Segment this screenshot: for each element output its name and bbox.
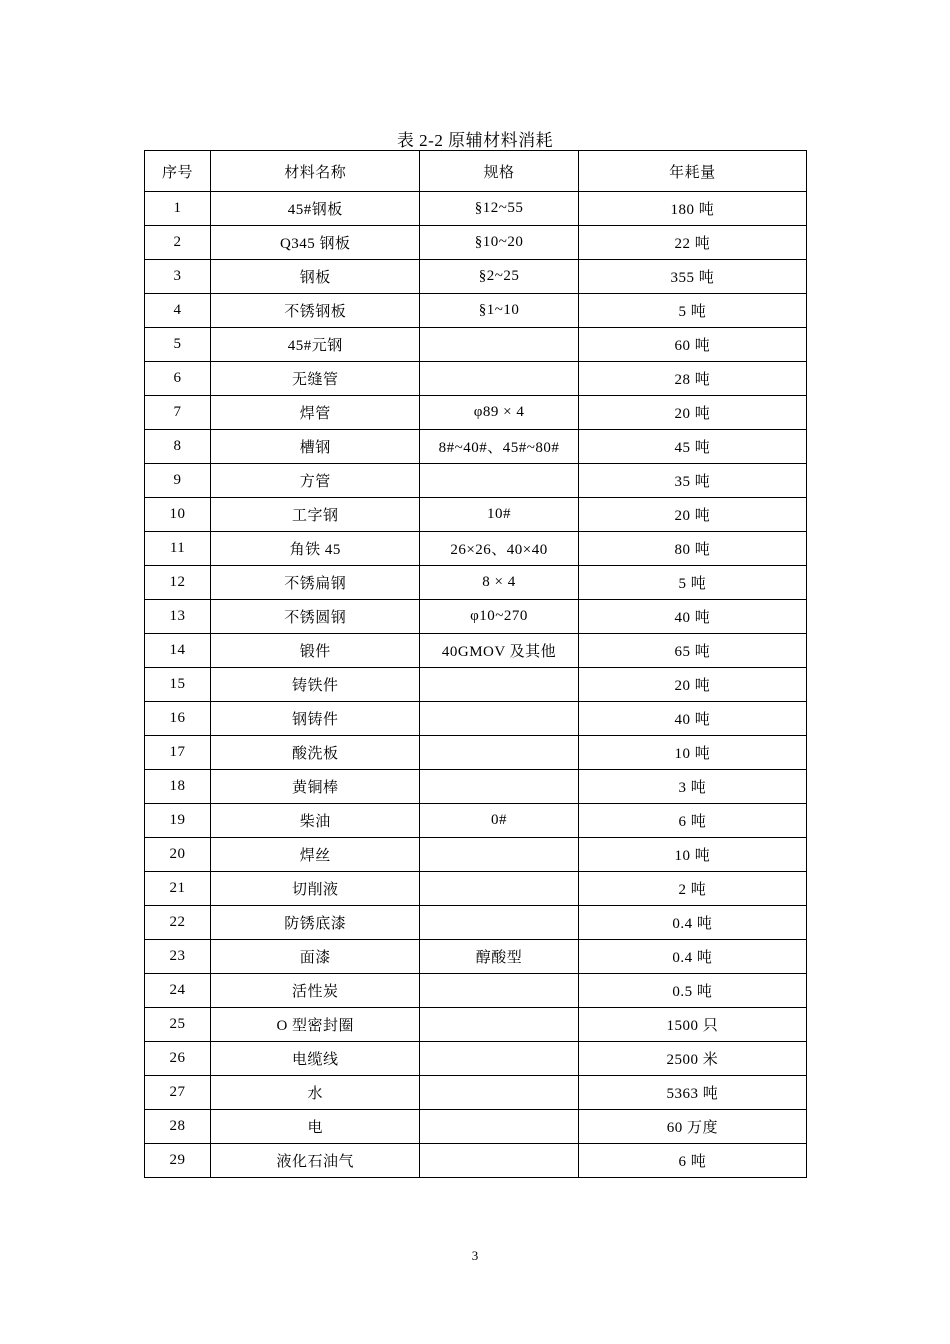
cell-name: 防锈底漆 — [211, 906, 420, 940]
cell-name: 钢铸件 — [211, 702, 420, 736]
cell-spec — [420, 838, 578, 872]
cell-qty: 45 吨 — [578, 430, 806, 464]
cell-qty: 10 吨 — [578, 736, 806, 770]
cell-spec — [420, 328, 578, 362]
table-row — [145, 804, 807, 838]
cell-spec: 0# — [420, 804, 578, 838]
cell-no: 18 — [145, 770, 211, 804]
table-row — [145, 328, 807, 362]
cell-spec: 26×26、40×40 — [420, 532, 578, 566]
cell-no: 17 — [145, 736, 211, 770]
cell-no: 16 — [145, 702, 211, 736]
header-spec: 规格 — [420, 151, 578, 192]
cell-no: 13 — [145, 600, 211, 634]
cell-no: 5 — [145, 328, 211, 362]
cell-no: 4 — [145, 294, 211, 328]
cell-no: 28 — [145, 1110, 211, 1144]
cell-spec: 10# — [420, 498, 578, 532]
cell-name: 方管 — [211, 464, 420, 498]
table-body — [145, 192, 807, 1178]
cell-name: 液化石油气 — [211, 1144, 420, 1178]
cell-qty: 35 吨 — [578, 464, 806, 498]
cell-no: 20 — [145, 838, 211, 872]
header-no: 序号 — [145, 151, 211, 192]
cell-name: 焊管 — [211, 396, 420, 430]
cell-spec: §12~55 — [420, 192, 578, 226]
cell-no: 8 — [145, 430, 211, 464]
cell-no: 23 — [145, 940, 211, 974]
cell-no: 25 — [145, 1008, 211, 1042]
table-row — [145, 600, 807, 634]
cell-qty: 6 吨 — [578, 1144, 806, 1178]
table-row — [145, 464, 807, 498]
cell-name: 角铁 45 — [211, 532, 420, 566]
cell-qty: 0.4 吨 — [578, 906, 806, 940]
cell-no: 10 — [145, 498, 211, 532]
cell-name: 焊丝 — [211, 838, 420, 872]
table-row — [145, 872, 807, 906]
table-row — [145, 770, 807, 804]
table-header — [145, 151, 807, 192]
cell-qty: 2500 米 — [578, 1042, 806, 1076]
table-row — [145, 362, 807, 396]
cell-name: 45#钢板 — [211, 192, 420, 226]
table-row — [145, 294, 807, 328]
cell-spec — [420, 1076, 578, 1110]
cell-spec: §2~25 — [420, 260, 578, 294]
cell-qty: 0.5 吨 — [578, 974, 806, 1008]
cell-no: 6 — [145, 362, 211, 396]
cell-name: 不锈扁钢 — [211, 566, 420, 600]
cell-spec — [420, 736, 578, 770]
cell-spec — [420, 770, 578, 804]
cell-qty: 80 吨 — [578, 532, 806, 566]
table-caption: 表 2-2 原辅材料消耗 — [396, 131, 554, 150]
header-qty: 年耗量 — [578, 151, 806, 192]
cell-name: 不锈钢板 — [211, 294, 420, 328]
cell-qty: 60 吨 — [578, 328, 806, 362]
table-row — [145, 940, 807, 974]
cell-spec — [420, 1042, 578, 1076]
cell-spec — [420, 1110, 578, 1144]
cell-spec — [420, 1144, 578, 1178]
cell-no: 14 — [145, 634, 211, 668]
table-row — [145, 396, 807, 430]
header-name: 材料名称 — [211, 151, 420, 192]
cell-spec: φ89 × 4 — [420, 396, 578, 430]
table-row — [145, 430, 807, 464]
cell-spec — [420, 974, 578, 1008]
cell-name: 无缝管 — [211, 362, 420, 396]
cell-spec — [420, 464, 578, 498]
cell-spec: §1~10 — [420, 294, 578, 328]
cell-spec: 8#~40#、45#~80# — [420, 430, 578, 464]
cell-no: 26 — [145, 1042, 211, 1076]
cell-qty: 10 吨 — [578, 838, 806, 872]
table-row — [145, 498, 807, 532]
cell-no: 19 — [145, 804, 211, 838]
cell-name: 电缆线 — [211, 1042, 420, 1076]
cell-spec: 8 × 4 — [420, 566, 578, 600]
cell-no: 12 — [145, 566, 211, 600]
cell-name: 铸铁件 — [211, 668, 420, 702]
cell-qty: 40 吨 — [578, 600, 806, 634]
table-row — [145, 1110, 807, 1144]
cell-spec — [420, 872, 578, 906]
cell-no: 1 — [145, 192, 211, 226]
cell-name: 电 — [211, 1110, 420, 1144]
cell-no: 15 — [145, 668, 211, 702]
table-row — [145, 226, 807, 260]
cell-no: 7 — [145, 396, 211, 430]
cell-qty: 355 吨 — [578, 260, 806, 294]
cell-name: 水 — [211, 1076, 420, 1110]
cell-no: 3 — [145, 260, 211, 294]
cell-no: 2 — [145, 226, 211, 260]
cell-qty: 5 吨 — [578, 566, 806, 600]
cell-name: 不锈圆钢 — [211, 600, 420, 634]
cell-qty: 3 吨 — [578, 770, 806, 804]
table-row — [145, 702, 807, 736]
cell-qty: 180 吨 — [578, 192, 806, 226]
cell-name: O 型密封圈 — [211, 1008, 420, 1042]
cell-name: 黄铜棒 — [211, 770, 420, 804]
cell-spec — [420, 702, 578, 736]
cell-qty: 28 吨 — [578, 362, 806, 396]
cell-spec: 醇酸型 — [420, 940, 578, 974]
cell-spec — [420, 362, 578, 396]
cell-no: 21 — [145, 872, 211, 906]
table-row — [145, 974, 807, 1008]
table-row — [145, 1008, 807, 1042]
cell-name: 活性炭 — [211, 974, 420, 1008]
cell-qty: 65 吨 — [578, 634, 806, 668]
cell-name: 45#元钢 — [211, 328, 420, 362]
table-row — [145, 736, 807, 770]
cell-qty: 40 吨 — [578, 702, 806, 736]
table-row — [145, 668, 807, 702]
table-row — [145, 838, 807, 872]
table-row — [145, 192, 807, 226]
table-row — [145, 532, 807, 566]
table-row — [145, 1042, 807, 1076]
cell-qty: 20 吨 — [578, 396, 806, 430]
cell-spec — [420, 1008, 578, 1042]
cell-qty: 5 吨 — [578, 294, 806, 328]
cell-name: 面漆 — [211, 940, 420, 974]
cell-no: 27 — [145, 1076, 211, 1110]
cell-no: 29 — [145, 1144, 211, 1178]
cell-spec: 40GMOV 及其他 — [420, 634, 578, 668]
table-row — [145, 1076, 807, 1110]
cell-spec — [420, 906, 578, 940]
table-row — [145, 634, 807, 668]
cell-name: Q345 钢板 — [211, 226, 420, 260]
cell-name: 酸洗板 — [211, 736, 420, 770]
cell-qty: 2 吨 — [578, 872, 806, 906]
cell-qty: 60 万度 — [578, 1110, 806, 1144]
cell-no: 11 — [145, 532, 211, 566]
page-number: 3 — [471, 1248, 479, 1263]
materials-consumption-table — [144, 150, 807, 1178]
cell-qty: 20 吨 — [578, 498, 806, 532]
cell-qty: 5363 吨 — [578, 1076, 806, 1110]
table-row — [145, 260, 807, 294]
table-row — [145, 906, 807, 940]
cell-no: 9 — [145, 464, 211, 498]
cell-qty: 0.4 吨 — [578, 940, 806, 974]
cell-name: 柴油 — [211, 804, 420, 838]
cell-qty: 20 吨 — [578, 668, 806, 702]
cell-name: 锻件 — [211, 634, 420, 668]
cell-spec: §10~20 — [420, 226, 578, 260]
header-row — [145, 151, 807, 192]
table-row — [145, 566, 807, 600]
cell-spec: φ10~270 — [420, 600, 578, 634]
cell-no: 24 — [145, 974, 211, 1008]
cell-name: 钢板 — [211, 260, 420, 294]
cell-spec — [420, 668, 578, 702]
cell-qty: 6 吨 — [578, 804, 806, 838]
table-row — [145, 1144, 807, 1178]
cell-name: 切削液 — [211, 872, 420, 906]
cell-name: 槽钢 — [211, 430, 420, 464]
cell-name: 工字钢 — [211, 498, 420, 532]
cell-qty: 1500 只 — [578, 1008, 806, 1042]
cell-qty: 22 吨 — [578, 226, 806, 260]
cell-no: 22 — [145, 906, 211, 940]
